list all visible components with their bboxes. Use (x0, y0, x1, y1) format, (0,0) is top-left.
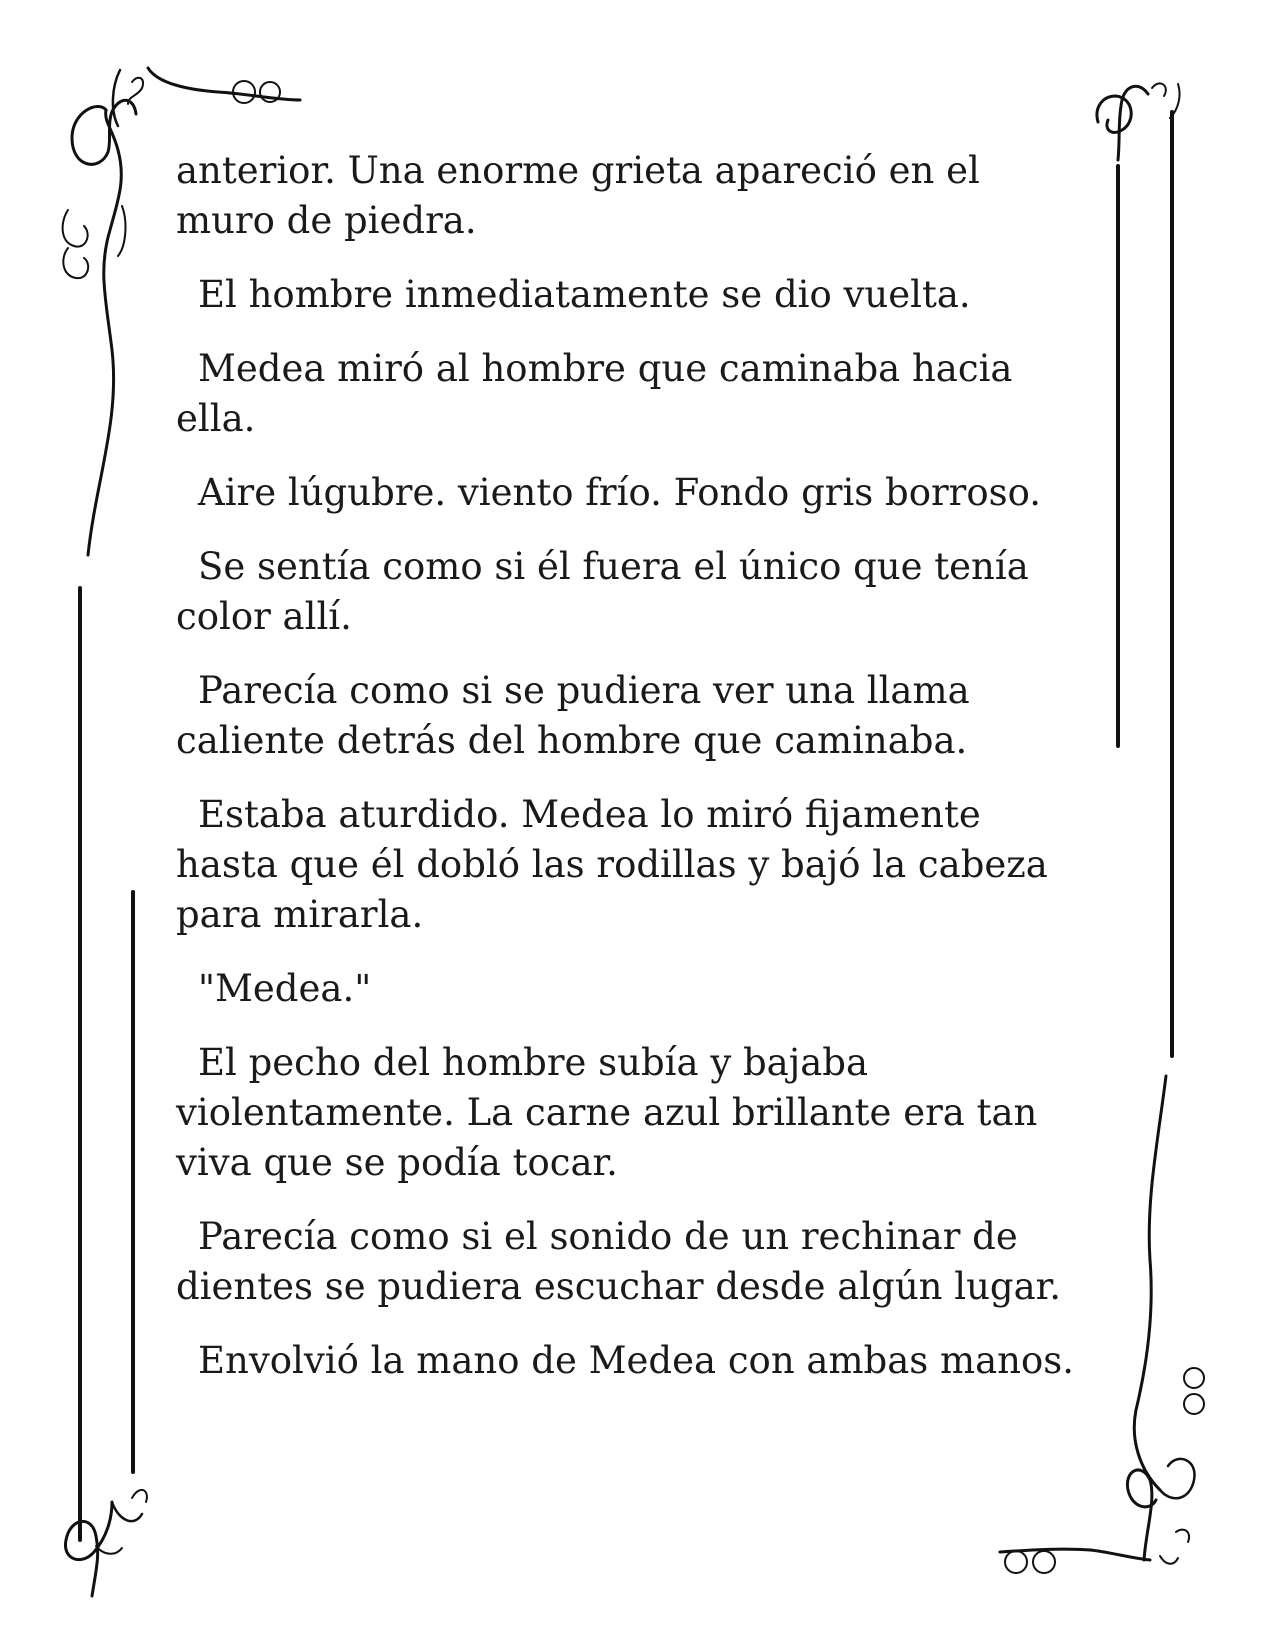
paragraph: Parecía como si se pudiera ver una llama caliente detrás del hombre que caminaba. (176, 669, 970, 762)
paragraph: Medea miró al hombre que caminaba hacia ella. (176, 347, 1013, 440)
bottom-left-flourish-icon (65, 1490, 146, 1596)
paragraph: anterior. Una enorme grieta apareció en el muro de piedra. (176, 149, 980, 242)
paragraph: Parecía como si el sonido de un rechinar de dientes se pudiera escuchar desde algún lugar. (176, 1215, 1062, 1308)
top-right-flourish-icon (1097, 83, 1180, 160)
paragraph: Aire lúgubre. viento frío. Fondo gris borroso. (198, 471, 1042, 514)
paragraph: Estaba aturdido. Medea lo miró fijamente hasta que él dobló las rodillas y bajó la cabeza para mirarla. (176, 793, 1048, 936)
paragraph: "Medea." (198, 967, 372, 1010)
paragraph: Envolvió la mano de Medea con ambas manos. (198, 1339, 1075, 1382)
story-text (176, 146, 1086, 1410)
paragraph: Se sentía como si él fuera el único que tenía color allí. (176, 545, 1029, 638)
paragraph: El pecho del hombre subía y bajaba violentamente. La carne azul brillante era tan viva que se podía tocar. (176, 1041, 1038, 1184)
paragraph: El hombre inmediatamente se dio vuelta. (198, 273, 971, 316)
